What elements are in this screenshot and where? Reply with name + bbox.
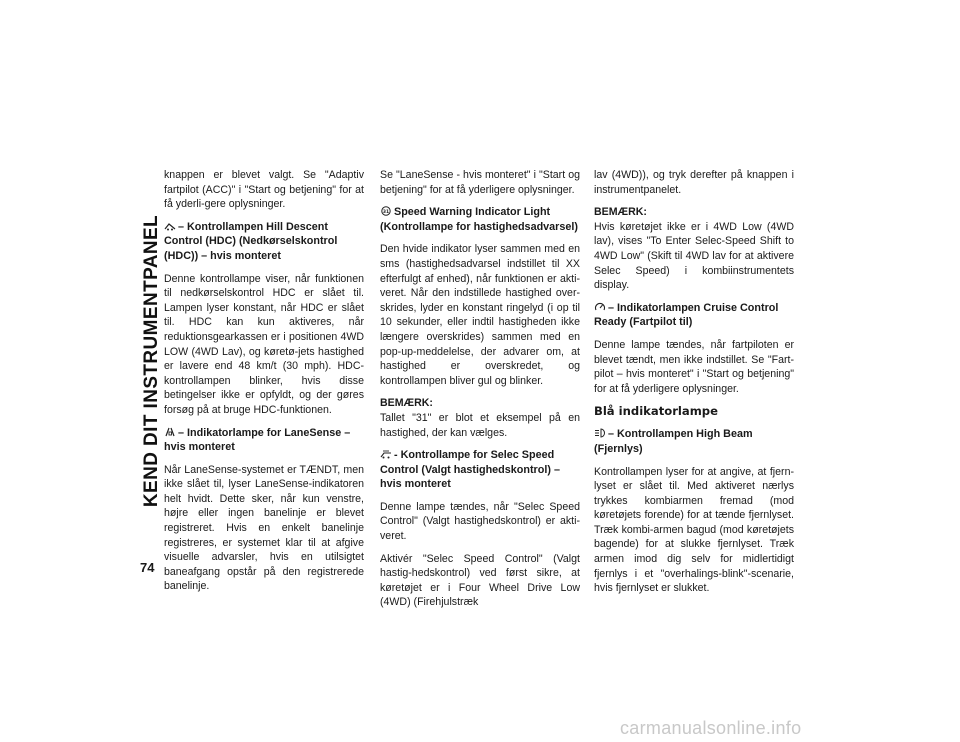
- col2-note-text: Tallet "31" er blot et eksempel på en hastighed, der kan vælges.: [380, 411, 580, 439]
- col3-cruise-text: Denne lampe tændes, når fartpiloten er blevet tændt, men ikke indstillet. Se "Fart-pilot – hvis monteret" i "Start og betjening" for at få yderligere oplysninger.: [594, 338, 794, 395]
- heading-blue-indicators: Blå indikatorlampe: [594, 404, 718, 419]
- col3-high-beam-text: Kontrollampen lyser for at angive, at fjern-lyset er slået til. Med aktiveret nærlys trykkes kombiarmen fremad (mod køretøjets forende) for at tænde fjernlyset. Træk kombi-armen bagud (mod køretøjets bagende) for at slukke fjernlyset. Træk armen imod dig selv for midlertidigt fjernlys i et "overhalings-blink"-scenarie, hvis fjernlyset er slukket.: [594, 465, 794, 595]
- col1-lanesense-text: Når LaneSense-systemet er TÆNDT, men ikke slået til, lyser LaneSense-indikatoren helt hvidt. Dette sker, når kun venstre, højre eller ingen banelinje er blevet registreret. Hvis en enkelt banelinje registreres, er systemet klar til at afgive visuelle advarsler, hvis en utilsigtet baneafgang opstår på den registrerede banelinje.: [164, 463, 364, 593]
- heading-speed-warning-text: Speed Warning Indicator Light (Kontrollampe for hastighedsadvarsel): [380, 206, 578, 233]
- column-3: [594, 168, 794, 604]
- heading-selec-speed: [380, 448, 580, 492]
- heading-speed-warning: [380, 205, 580, 234]
- column-1: [164, 168, 364, 602]
- lanesense-icon: [164, 427, 176, 437]
- heading-hdc-text: – Kontrollampen Hill Descent Control (HDC) (Nedkørselskontrol (HDC)) – hvis monteret: [164, 220, 338, 262]
- col1-hdc-text: Denne kontrollampe viser, når funktionen til nedkørselskontrol HDC er slået til. Lampen lyser konstant, når HDC er slået til. HDC kan kun aktiveres, når reduktionsgearkassen er i positionen 4WD LOW (4WD Lav), og køretø-jets hastighed er lavere end 48 km/t (30 mph). HDC-kontrollampen blinker, hvis disse betingelser ikke er opfyldt, og der gøres forsøg på at bruge HDC-funktionen.: [164, 272, 364, 416]
- heading-cruise: [594, 301, 794, 330]
- col3-note-label: BEMÆRK:: [594, 206, 647, 219]
- col2-speed-warning-text: Den hvide indikator lyser sammen med en sms (hastighedsadvarsel indstillet til XX efterfulgt af enhed), når funktionen er akti-veret. Når den indstillede hastighed over-skrides, lyder en konstant ringelyd (i op til 10 sekunder, eller indtil hastigheden ikke længere overskrides) sammen med en pop-up-meddelelse, der advarer om, at hastighed er overskredet, og kontrollampen bliver gul og blinker.: [380, 243, 580, 387]
- hill-descent-icon: [164, 221, 176, 231]
- speed-warning-icon: [380, 206, 392, 216]
- svg-text:31: 31: [382, 210, 390, 216]
- cruise-control-icon: [594, 302, 606, 312]
- heading-selec-speed-text: - Kontrollampe for Selec Speed Control (Valgt hastighedskontrol) – hvis monteret: [380, 449, 560, 491]
- col1-intro: knappen er blevet valgt. Se "Adaptiv fartpilot (ACC)" i "Start og betjening" for at få yderli-gere oplysninger.: [164, 169, 364, 211]
- col2-selec-speed-text: Denne lampe tændes, når "Selec Speed Control" (Valgt hastighedskontrol) er akti-veret.: [380, 500, 580, 543]
- heading-high-beam-text: – Kontrollampen High Beam (Fjernlys): [594, 428, 753, 455]
- col3-intro: lav (4WD)), og tryk derefter på knappen i instrumentpanelet.: [594, 169, 794, 196]
- heading-hdc: [164, 220, 364, 264]
- heading-cruise-text: – Indikatorlampen Cruise Control Ready (Fartpilot til): [594, 301, 779, 329]
- heading-high-beam: [594, 427, 794, 456]
- heading-lanesense: [164, 426, 364, 455]
- selec-speed-icon: [380, 449, 392, 459]
- col3-note: [594, 205, 794, 293]
- col2-note: [380, 396, 580, 440]
- section-title: KEND DIT INSTRUMENTPANEL: [141, 214, 163, 508]
- column-2: [380, 168, 580, 618]
- high-beam-icon: [594, 428, 606, 438]
- watermark: carmanualsonline.info: [620, 718, 802, 738]
- page-number: 74: [140, 560, 155, 575]
- col2-note-label: BEMÆRK:: [380, 397, 433, 410]
- col2-selec-activate-text: Aktivér "Selec Speed Control" (Valgt hastig-hedskontrol) ved først sikre, at køretøjet er i Four Wheel Drive Low (4WD) (Firehjulstræk: [380, 552, 580, 609]
- col3-note-text: Hvis køretøjet ikke er i 4WD Low (4WD lav), vises "To Enter Selec-Speed Shift to 4WD Low" (Skift til 4WD lav for at aktivere Selec Speed) i kombiinstrumentets display.: [594, 220, 794, 292]
- col2-intro: Se "LaneSense - hvis monteret" i "Start og betjening" for at få yderligere oplysninger.: [380, 169, 580, 196]
- heading-lanesense-text: – Indikatorlampe for LaneSense – hvis monteret: [164, 426, 351, 454]
